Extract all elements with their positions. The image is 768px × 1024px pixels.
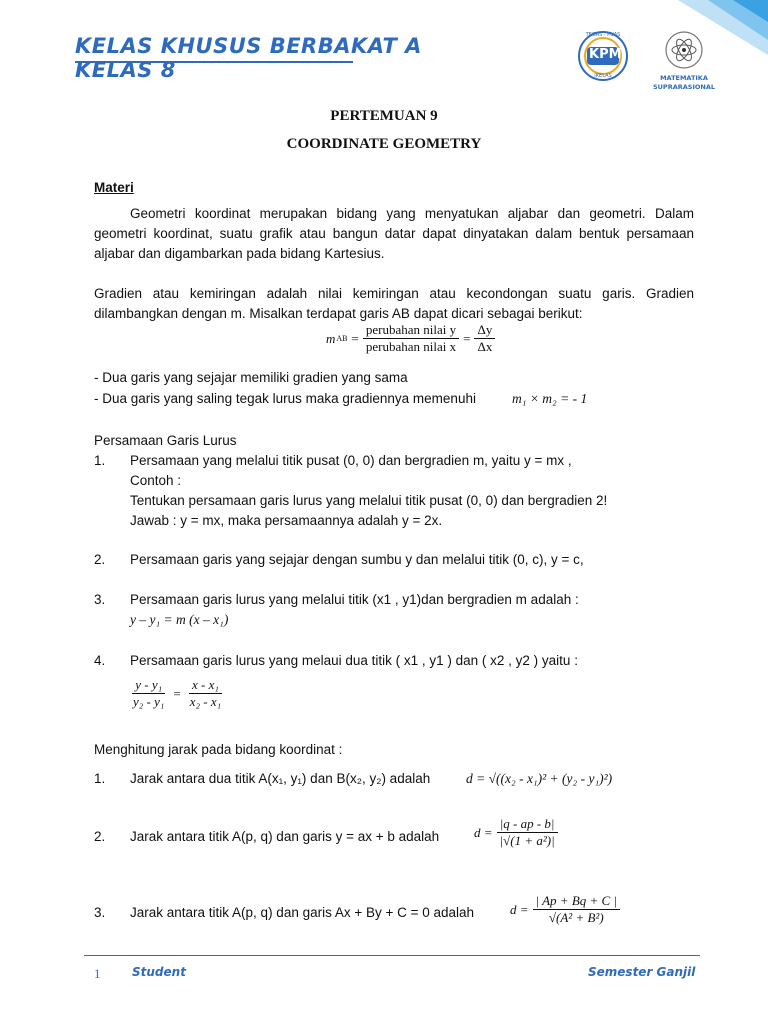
footer-semester: Semester Ganjil: [588, 965, 696, 979]
footer-student: Student: [132, 965, 186, 979]
kpm-logo: [568, 30, 638, 82]
contoh-soal: Tentukan persamaan garis lurus yang melalui titik pusat (0, 0) dan bergradien 2!: [130, 493, 608, 508]
jarak-item-3-text: Jarak antara titik A(p, q) dan garis Ax + By + C = 0 adalah: [130, 905, 475, 920]
jarak-3-num: | Ap + Bq + C |: [533, 893, 621, 910]
two-point-num-left: y - y₁: [132, 677, 165, 694]
logo-text-suprarasional: SUPRARASIONAL: [652, 83, 716, 91]
kpm-logo-top-text: TEGAS · PUAS: [585, 32, 621, 38]
footer-page-number: 1: [94, 966, 101, 981]
gradient-formula: m AB = $\frac{\text{perubahan nilai y}}{\text{perubahan nilai x}}$ = $\frac{\Delta y}{\Delta x}$: [326, 322, 495, 355]
formula-numerator-1: perubahan nilai y: [363, 322, 459, 339]
kpm-logo-bottom-text: IKELAS: [594, 73, 612, 79]
formula-fraction-2: [474, 322, 495, 355]
bullet-parallel: - Dua garis yang sejajar memiliki gradien yang sama: [94, 370, 408, 385]
garis-item-4-num: 4.: [94, 653, 106, 668]
two-point-num-right: x - x₁: [189, 677, 222, 694]
garis-item-2-text: Persamaan garis yang sejajar dengan sumbu y dan melalui titik (0, c), y = c,: [130, 552, 584, 567]
jarak-3-lhs: d =: [510, 901, 529, 917]
garis-item-3-text: Persamaan garis lurus yang melalui titik (x1 , y1)dan bergradien m adalah :: [130, 592, 579, 607]
page-title: PERTEMUAN 9: [330, 108, 438, 124]
bullet-perpendicular: - Dua garis yang saling tegak lurus maka gradiennya memenuhi: [94, 391, 476, 406]
formula-denominator-1: perubahan nilai x: [365, 339, 457, 354]
jarak-2-lhs: d =: [474, 824, 493, 840]
logo-text-matematika: MATEMATIKA: [660, 74, 708, 82]
contoh-label: Contoh :: [130, 473, 182, 488]
materi-heading: Materi: [94, 180, 134, 195]
formula-lhs-sub: AB: [336, 334, 348, 343]
atom-icon: [664, 30, 704, 70]
jarak-item-1-num: 1.: [94, 771, 106, 786]
jarak-item-2-num: 2.: [94, 829, 106, 844]
jarak-item-1-text: Jarak antara dua titik A(x₁, y₁) dan B(x₂, y₂) adalah: [130, 771, 431, 786]
materi-paragraph-2: Gradien atau kemiringan adalah nilai kemiringan atau kecondongan suatu garis. Gradien dilambangkan dengan m. Misalkan terdapat garis AB dapat dicari sebagai berikut:: [94, 286, 694, 321]
two-point-den-right: x₂ - x₁: [189, 694, 222, 709]
two-point-fraction-left: [130, 677, 167, 710]
bullet-perpendicular-math: m₁ × m₂ = - 1: [512, 391, 588, 406]
garis-item-1-text: Persamaan yang melalui titik pusat (0, 0) dan bergradien m, yaitu y = mx ,: [130, 453, 572, 468]
jarak-item-3-num: 3.: [94, 905, 106, 920]
formula-denominator-2: Δx: [477, 339, 493, 354]
formula-fraction-1: [363, 322, 459, 355]
page-subtitle: COORDINATE GEOMETRY: [286, 136, 482, 152]
garis-item-2-num: 2.: [94, 552, 106, 567]
garis-heading: Persamaan Garis Lurus: [94, 433, 237, 448]
materi-paragraph-1: Geometri koordinat merupakan bidang yang menyatukan aljabar dan geometri. Dalam geometri koordinat, suatu grafik atau bangun datar dapat dinyatakan dalam bentuk persamaan aljabar dan digambarkan pada bidang Kartesius.: [94, 206, 694, 261]
jarak-3-den: √(A² + B²): [548, 910, 604, 925]
two-point-den-left: y₂ - y₁: [133, 694, 165, 709]
garis-item-1-num: 1.: [94, 453, 106, 468]
garis-item-3-formula: y – y₁ = m (x – x₁): [130, 612, 229, 627]
formula-numerator-2: Δy: [474, 322, 495, 339]
header-title-line1: KELAS KHUSUS BERBAKAT A: [75, 34, 422, 58]
jarak-item-2-formula: [474, 816, 558, 849]
contoh-jawab: Jawab : y = mx, maka persamaannya adalah y = 2x.: [130, 513, 443, 528]
jarak-2-fraction: [497, 816, 558, 849]
footer-divider: [84, 955, 700, 956]
kpm-logo-text: KPM: [589, 47, 622, 62]
jarak-item-3-formula: [510, 893, 620, 926]
garis-item-3-num: 3.: [94, 592, 106, 607]
jarak-item-2-text: Jarak antara titik A(p, q) dan garis y = ax + b adalah: [130, 829, 440, 844]
header-title-line2: KELAS 8: [75, 58, 176, 82]
jarak-item-1-formula: d = √((x₂ - x₁)² + (y₂ - y₁)²): [466, 771, 613, 786]
garis-item-4-text: Persamaan garis lurus yang melaui dua titik ( x1 , y1 ) dan ( x2 , y2 ) yaitu :: [130, 653, 578, 668]
two-point-formula: $\frac{\text{y - y₁}}{\text{y₂ - y₁}}$ = $\frac{\text{x - x₁}}{\text{x₂ - x₁}}$: [130, 677, 224, 710]
matematika-logo: [646, 30, 722, 96]
jarak-3-fraction: [533, 893, 621, 926]
formula-lhs: m: [326, 330, 336, 346]
jarak-2-den: |√(1 + a²)|: [499, 833, 555, 848]
jarak-2-num: |q - ap - b|: [497, 816, 558, 833]
jarak-heading: Menghitung jarak pada bidang koordinat :: [94, 742, 343, 757]
two-point-fraction-right: [187, 677, 224, 710]
